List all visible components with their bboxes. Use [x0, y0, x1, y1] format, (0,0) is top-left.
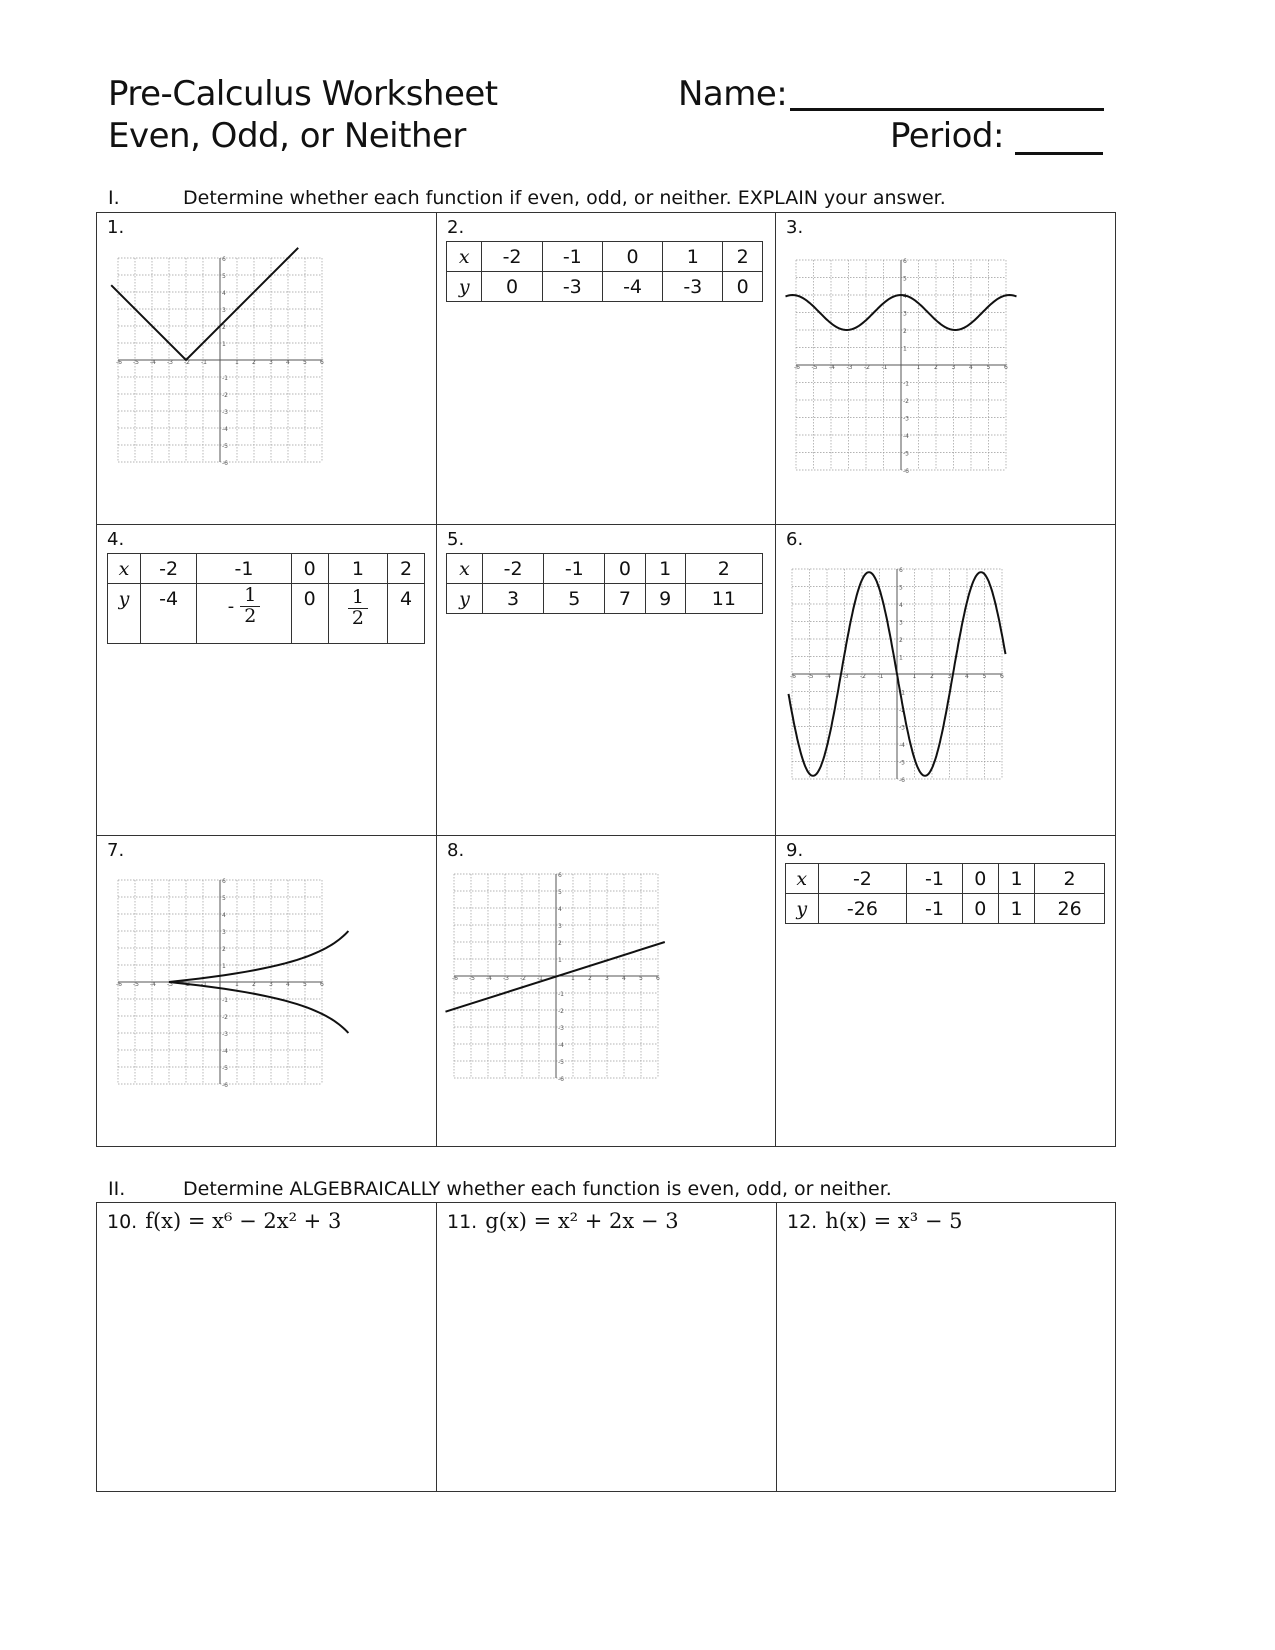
y-tick-label: -1: [899, 689, 905, 697]
y-tick-label: -2: [222, 392, 228, 399]
name-blank[interactable]: [790, 108, 1104, 111]
fraction: [240, 586, 260, 627]
y-tick-label: 1: [222, 341, 226, 348]
period-label: Period:: [890, 116, 1004, 156]
y-tick-label: -1: [903, 380, 909, 388]
x-tick-label: 4: [965, 673, 969, 680]
table-cell: 0: [723, 272, 763, 302]
x-tick-label: -3: [167, 359, 173, 366]
period-blank[interactable]: [1015, 152, 1103, 155]
y-tick-label: 3: [222, 929, 226, 936]
table-cell: 7: [605, 584, 645, 614]
x-label: x: [447, 554, 483, 584]
table-cell: 2: [388, 554, 425, 584]
fraction: [348, 588, 368, 629]
x-tick-label: -5: [133, 981, 139, 988]
y-tick-label: -6: [222, 460, 228, 467]
y-tick-label: -4: [222, 1048, 228, 1055]
equation-text: h(x) = x³ − 5: [825, 1209, 963, 1233]
y-tick-label: -3: [222, 1031, 228, 1038]
y-tick-label: 2: [899, 637, 903, 644]
table-cell: -4: [602, 272, 662, 302]
table-cell: -1: [197, 554, 292, 584]
x-tick-label: -4: [150, 359, 156, 366]
table-row-x: [447, 242, 763, 272]
problem-cell-11: [436, 1202, 777, 1492]
worksheet-subtitle: Even, Odd, or Neither: [108, 116, 466, 156]
table-cell: -3: [542, 272, 602, 302]
x-tick-label: 5: [303, 981, 307, 988]
table-row-x: [447, 554, 763, 584]
equation-11: [447, 1209, 679, 1233]
table-problem-2: [446, 241, 763, 302]
x-tick-label: -4: [825, 673, 831, 680]
table-row-y: [786, 894, 1105, 924]
x-tick-label: -4: [150, 981, 156, 988]
x-tick-label: 3: [951, 364, 956, 371]
y-tick-label: -1: [222, 375, 228, 382]
x-tick-label: 5: [986, 364, 991, 371]
y-tick-label: -5: [903, 450, 909, 458]
x-tick-label: -6: [116, 359, 122, 366]
x-tick-label: 5: [982, 673, 987, 680]
x-tick-label: -6: [116, 981, 122, 988]
x-tick-label: 1: [916, 364, 921, 371]
problem-number: 12.: [787, 1211, 818, 1233]
table-row-x: [786, 864, 1105, 894]
x-tick-label: -5: [811, 364, 818, 371]
table-cell-fraction: [197, 584, 292, 644]
y-tick-label: 3: [222, 307, 226, 314]
y-label: y: [786, 894, 819, 924]
table-cell: 0: [602, 242, 662, 272]
x-tick-label: -2: [860, 673, 866, 680]
y-tick-label: 4: [222, 912, 226, 919]
x-tick-label: -3: [503, 975, 509, 982]
y-tick-label: 3: [558, 923, 562, 930]
x-tick-label: 2: [930, 673, 934, 680]
problem-number: 2.: [447, 217, 465, 238]
x-tick-label: -3: [846, 364, 853, 371]
graph-problem-7: [108, 864, 333, 1094]
y-tick-label: -5: [899, 759, 905, 767]
x-tick-label: 6: [1000, 673, 1004, 680]
x-tick-label: -1: [201, 359, 207, 366]
x-tick-label: 3: [269, 981, 273, 988]
x-tick-label: -6: [794, 364, 800, 371]
line-curve: [446, 942, 665, 1012]
y-tick-label: -6: [558, 1076, 564, 1083]
y-tick-label: -4: [558, 1042, 564, 1049]
x-tick-label: 4: [286, 359, 290, 366]
table-cell: 1: [645, 554, 685, 584]
x-tick-label: 4: [622, 975, 626, 982]
x-tick-label: 3: [269, 359, 273, 366]
x-tick-label: 6: [320, 981, 324, 988]
x-tick-label: -3: [167, 981, 173, 988]
x-tick-label: 3: [605, 975, 609, 982]
y-tick-label: 4: [903, 293, 907, 300]
part1-instruction: Determine whether each function if even, odd, or neither. EXPLAIN your answer.: [183, 187, 946, 209]
x-tick-label: 4: [286, 981, 290, 988]
name-label: Name:: [678, 74, 788, 114]
y-label: y: [447, 272, 482, 302]
equation-text: g(x) = x² + 2x − 3: [485, 1209, 679, 1233]
y-tick-label: -2: [903, 398, 909, 405]
graph-problem-3: [783, 240, 1023, 475]
y-tick-label: -2: [558, 1008, 564, 1015]
y-tick-label: -6: [903, 468, 909, 475]
table-cell: 0: [962, 864, 998, 894]
table-problem-4: [107, 553, 425, 644]
problem-number: 9.: [786, 840, 804, 861]
table-cell: 0: [291, 584, 328, 644]
problem-number: 11.: [447, 1211, 478, 1233]
y-tick-label: -6: [222, 1082, 228, 1089]
y-tick-label: -3: [222, 409, 228, 416]
x-tick-label: -1: [201, 981, 207, 988]
y-tick-label: 5: [899, 584, 903, 592]
table-problem-9: [785, 863, 1105, 924]
x-label: x: [108, 554, 141, 584]
x-tick-label: 5: [639, 975, 643, 982]
x-tick-label: 5: [303, 359, 307, 366]
table-cell: -26: [818, 894, 907, 924]
table-cell: 2: [685, 554, 762, 584]
y-tick-label: -6: [899, 777, 905, 784]
y-tick-label: 2: [903, 328, 907, 335]
y-tick-label: 5: [903, 275, 907, 283]
problem-number: 1.: [107, 217, 125, 238]
x-tick-label: 3: [947, 673, 952, 680]
table-cell-fraction: [328, 584, 387, 644]
y-tick-label: 4: [558, 906, 562, 913]
y-tick-label: 3: [903, 310, 907, 318]
x-tick-label: 1: [235, 981, 239, 988]
y-label: y: [447, 584, 483, 614]
x-label: x: [786, 864, 819, 894]
y-tick-label: -4: [903, 433, 909, 440]
y-tick-label: 6: [222, 878, 226, 885]
x-tick-label: -5: [469, 975, 475, 982]
problem-number: 3.: [786, 217, 804, 238]
y-tick-label: -3: [558, 1025, 564, 1032]
x-tick-label: 2: [588, 975, 592, 982]
table-row-y: [447, 272, 763, 302]
part2-heading: [108, 1178, 892, 1200]
problem-number: 5.: [447, 529, 465, 550]
x-tick-label: 1: [235, 359, 239, 366]
table-problem-5: [446, 553, 763, 614]
x-tick-label: -6: [452, 975, 458, 982]
table-cell: 2: [1035, 864, 1105, 894]
y-tick-label: -5: [558, 1059, 564, 1066]
table-row-y: [447, 584, 763, 614]
y-tick-label: 6: [899, 567, 903, 574]
table-cell: -2: [482, 242, 542, 272]
y-tick-label: 4: [222, 290, 226, 297]
x-tick-label: -4: [829, 364, 835, 371]
table-cell: 26: [1035, 894, 1105, 924]
table-cell: 4: [388, 584, 425, 644]
y-tick-label: -4: [899, 742, 905, 749]
y-tick-label: -3: [903, 415, 909, 423]
x-tick-label: -1: [537, 975, 543, 982]
table-cell: 0: [291, 554, 328, 584]
part2-number: II.: [108, 1178, 126, 1200]
y-tick-label: 2: [558, 940, 562, 947]
part1-heading: [108, 187, 946, 209]
x-tick-label: 4: [969, 364, 973, 371]
table-cell: -2: [141, 554, 197, 584]
y-tick-label: 1: [222, 963, 226, 970]
fraction-denominator: 2: [351, 606, 364, 629]
table-row-x: [108, 554, 425, 584]
x-tick-label: 2: [934, 364, 938, 371]
x-tick-label: 2: [252, 981, 256, 988]
x-tick-label: 2: [252, 359, 256, 366]
table-cell: 1: [998, 864, 1034, 894]
table-cell: 9: [645, 584, 685, 614]
y-tick-label: 5: [558, 889, 562, 896]
table-cell: -3: [663, 272, 723, 302]
y-tick-label: 5: [222, 895, 226, 902]
problem-number: 7.: [107, 840, 125, 861]
x-tick-label: -2: [184, 359, 190, 366]
part2-instruction: Determine ALGEBRAICALLY whether each function is even, odd, or neither.: [183, 1178, 892, 1200]
fraction-denominator: 2: [244, 604, 257, 627]
y-label: y: [108, 584, 141, 644]
worksheet-title: Pre-Calculus Worksheet: [108, 74, 498, 114]
y-tick-label: -2: [899, 707, 905, 714]
table-cell: -1: [907, 864, 962, 894]
x-tick-label: -6: [790, 673, 796, 680]
table-cell: 1: [663, 242, 723, 272]
y-tick-label: 4: [899, 602, 903, 609]
y-tick-label: 2: [222, 324, 226, 331]
y-tick-label: 1: [903, 345, 907, 353]
y-tick-label: -1: [558, 991, 564, 998]
fraction-numerator: 1: [348, 588, 368, 609]
table-cell: -1: [907, 894, 962, 924]
table-cell: 0: [605, 554, 645, 584]
graph-problem-1: [108, 240, 333, 470]
minus-sign: -: [227, 595, 235, 618]
graph-problem-8: [446, 864, 671, 1094]
problem-cell-10: [96, 1202, 437, 1492]
problem-number: 8.: [447, 840, 465, 861]
table-cell: 0: [962, 894, 998, 924]
x-tick-label: -5: [133, 359, 139, 366]
y-tick-label: 6: [903, 258, 907, 265]
x-tick-label: -2: [184, 981, 190, 988]
problem-cell-12: [776, 1202, 1116, 1492]
x-tick-label: 1: [571, 975, 575, 982]
table-cell: 1: [998, 894, 1034, 924]
table-cell: 2: [723, 242, 763, 272]
table-cell: -4: [141, 584, 197, 644]
y-tick-label: -1: [222, 997, 228, 1004]
y-tick-label: -5: [222, 443, 228, 450]
equation-10: [107, 1209, 341, 1233]
x-tick-label: -2: [520, 975, 526, 982]
x-label: x: [447, 242, 482, 272]
x-tick-label: 1: [912, 673, 917, 680]
table-cell: -1: [544, 554, 605, 584]
table-cell: -2: [818, 864, 907, 894]
table-cell: 0: [482, 272, 542, 302]
x-tick-label: -3: [842, 673, 849, 680]
y-tick-label: 3: [899, 619, 903, 627]
table-cell: 1: [328, 554, 387, 584]
table-cell: -2: [482, 554, 543, 584]
y-tick-label: 1: [558, 957, 562, 964]
x-tick-label: 6: [656, 975, 660, 982]
table-cell: -1: [542, 242, 602, 272]
y-tick-label: -4: [222, 426, 228, 433]
x-tick-label: 6: [320, 359, 324, 366]
y-tick-label: 1: [899, 654, 903, 662]
y-tick-label: -5: [222, 1065, 228, 1072]
y-tick-label: 6: [222, 256, 226, 263]
fraction-numerator: 1: [240, 586, 260, 607]
graph-problem-6: [783, 556, 1013, 791]
y-tick-label: 2: [222, 946, 226, 953]
x-tick-label: -1: [877, 673, 884, 680]
y-tick-label: -3: [899, 724, 905, 732]
x-tick-label: 6: [1004, 364, 1008, 371]
x-tick-label: -2: [864, 364, 870, 371]
y-tick-label: 5: [222, 273, 226, 280]
x-tick-label: -4: [486, 975, 492, 982]
problem-number: 10.: [107, 1211, 138, 1233]
x-tick-label: -5: [807, 673, 814, 680]
equation-text: f(x) = x⁶ − 2x² + 3: [145, 1209, 342, 1233]
table-cell: 11: [685, 584, 762, 614]
part1-number: I.: [108, 187, 120, 209]
table-cell: 5: [544, 584, 605, 614]
y-tick-label: 6: [558, 872, 562, 879]
problem-number: 6.: [786, 529, 804, 550]
equation-12: [787, 1209, 963, 1233]
x-tick-label: -1: [881, 364, 888, 371]
problem-number: 4.: [107, 529, 125, 550]
table-row-y: [108, 584, 425, 644]
table-cell: 3: [482, 584, 543, 614]
y-tick-label: -2: [222, 1014, 228, 1021]
